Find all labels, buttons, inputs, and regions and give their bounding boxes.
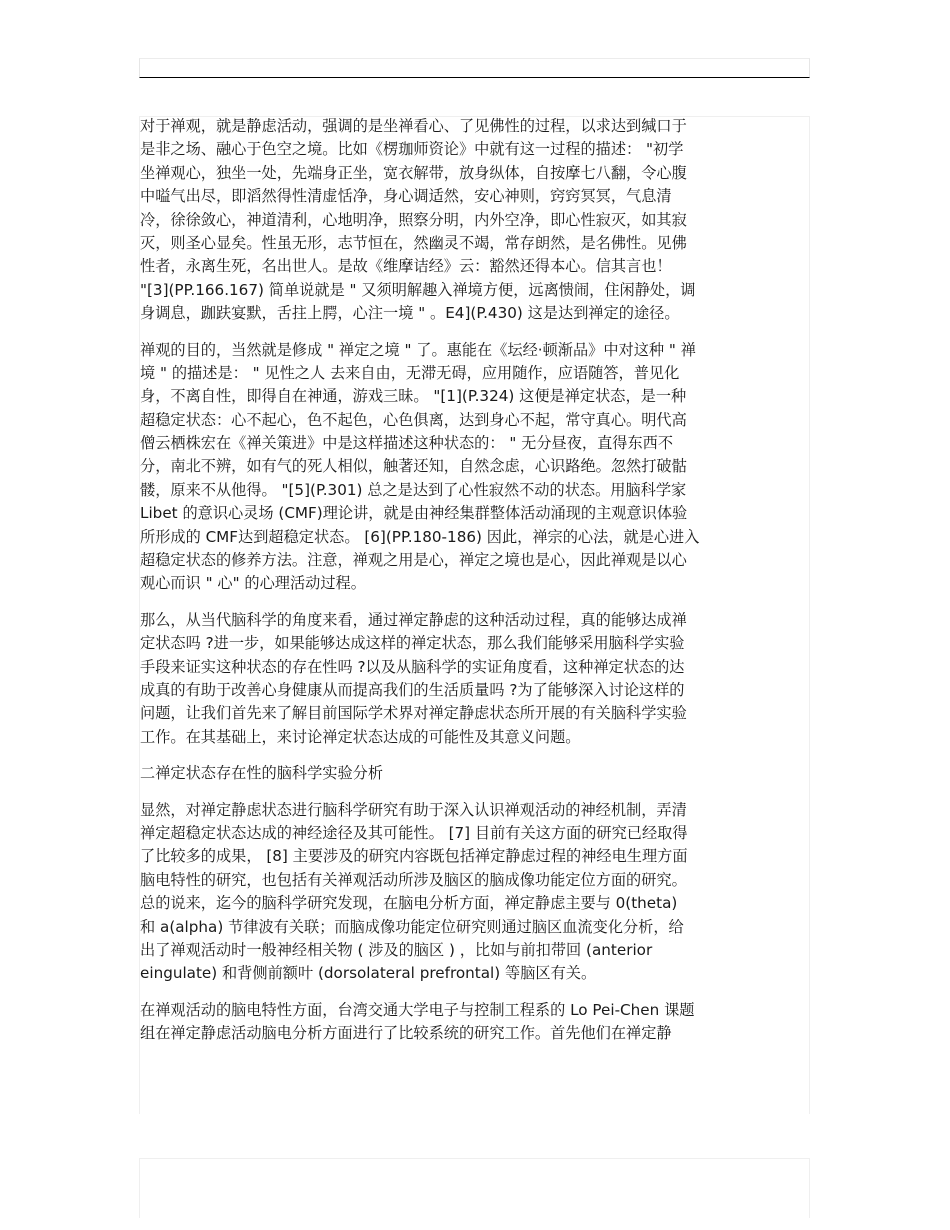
paragraph-gap (140, 786, 810, 799)
text-line: 性者，永离生死，名出世人。是故《维摩诘经》云：豁然还得本心。信其言也！ (140, 257, 672, 276)
text-line: 身调息，跏趺宴默，舌拄上腭，心注一境 " 。E4](P.430) 这是达到禅定的途径。 (140, 304, 680, 323)
text-line: 禅观的目的，当然就是修成 " 禅定之境 " 了。惠能在《坛经·顿渐品》中对这种 " 禅 (140, 340, 696, 359)
paragraph (140, 339, 810, 596)
text-line: 超稳定状态的修养方法。注意，禅观之用是心，禅定之境也是心，因此禅观是以心 (140, 551, 687, 570)
text-line: 超稳定状态：心不起心，色不起色，心色俱离，达到身心不起，常守真心。明代高 (140, 410, 687, 429)
text-line: 组在禅定静虑活动脑电分析方面进行了比较系统的研究工作。首先他们在禅定静 (140, 1024, 672, 1043)
text-line: "[3](PP.166.167) 简单说就是 " 又须明解趣入禅境方便，远离愦闹，住闲静处，调 (140, 280, 696, 299)
text-line: 观心而识 " 心" 的心理活动过程。 (140, 574, 366, 593)
text-line: 冷，徐徐敛心，神道清利，心地明净，照察分明，内外空净，即心性寂灭，如其寂 (140, 210, 687, 229)
text-line: 那么，从当代脑科学的角度来看，通过禅定静虑的这种活动过程，真的能够达成禅 (140, 610, 687, 629)
text-line: 坐禅观心，独坐一处，先端身正坐，宽衣解带，放身纵体，自按摩七八翻，令心腹 (140, 163, 687, 182)
text-line: 禅定超稳定状态达成的神经途径及其可能性。 [7] 目前有关这方面的研究已经取得 (140, 823, 688, 842)
page-header-rule (139, 58, 810, 78)
paragraph-gap (140, 596, 810, 609)
text-line: 是非之场、融心于色空之境。比如《楞珈师资论》中就有这一过程的描述： "初学 (140, 140, 684, 159)
text-line: 显然，对禅定静虑状态进行脑科学研究有助于深入认识禅观活动的神经机制，弄清 (140, 800, 687, 819)
paragraph-gap (140, 749, 810, 762)
text-line: 定状态吗 ?进一步，如果能够达成这样的禅定状态，那么我们能够采用脑科学实验 (140, 634, 685, 653)
text-line: 灭，则圣心显矣。性虽无形，志节恒在，然幽灵不竭，常存朗然，是名佛性。见佛 (140, 233, 687, 252)
section-heading-text: 二禅定状态存在性的脑科学实验分析 (140, 764, 383, 783)
text-line: 手段来证实这种状态的存在性吗 ?以及从脑科学的实证角度看，这种禅定状态的达 (140, 657, 685, 676)
page-footer-frame (139, 1158, 810, 1218)
section-heading (140, 762, 810, 785)
paragraph (140, 115, 810, 326)
text-line: 所形成的 CMF达到超稳定状态。 [6](PP.180-186) 因此，禅宗的心法，就是心进入 (140, 527, 700, 546)
text-line: 了比较多的成果， [8] 主要涉及的研究内容既包括禅定静虑过程的神经电生理方面 (140, 847, 688, 866)
text-line: 分，南北不辨，如有气的死人相似，触著还知，自然念虑，心识路绝。忽然打破骷 (140, 457, 687, 476)
document-content (140, 115, 810, 1045)
text-line: Libet 的意识心灵场 (CMF)理论讲，就是由神经集群整体活动涌现的主观意识体验 (140, 504, 688, 523)
paragraph-gap (140, 986, 810, 999)
text-line: 身，不离自性，即得自在神通，游戏三昧。 "[1](P.324) 这便是禅定状态，是一种 (140, 387, 687, 406)
text-line: 总的说来，迄今的脑科学研究发现，在脑电分析方面，禅定静虑主要与 0(theta) (140, 894, 678, 913)
text-line: 问题，让我们首先来了解目前国际学术界对禅定静虑状态所开展的有关脑科学实验 (140, 704, 687, 723)
text-line: 出了禅观活动时一般神经相关物 ( 涉及的脑区 ) ，比如与前扣带回 (anterior (140, 940, 653, 959)
text-line: 和 a(alpha) 节律波有关联；而脑成像功能定位研究则通过脑区血流变化分析，给 (140, 917, 684, 936)
text-line: 中嗌气出尽，即滔然得性清虚恬净，身心调适然，安心神则，窍窍冥冥，气息清 (140, 187, 672, 206)
paragraph (140, 999, 810, 1046)
paragraph (140, 609, 810, 749)
paragraph-gap (140, 326, 810, 339)
paragraph (140, 799, 810, 986)
text-line: 境 " 的描述是： " 见性之人 去来自由，无滞无碍，应用随作，应语随答，普见化 (140, 363, 680, 382)
text-line: 工作。在其基础上，来讨论禅定状态达成的可能性及其意义问题。 (140, 727, 581, 746)
text-line: eingulate) 和背侧前额叶 (dorsolateral prefrontal) 等脑区有关。 (140, 964, 597, 983)
text-line: 成真的有助于改善心身健康从而提高我们的生活质量吗 ?为了能够深入讨论这样的 (140, 680, 685, 699)
text-line: 脑电特性的研究，也包括有关禅观活动所涉及脑区的脑成像功能定位方面的研究。 (140, 870, 687, 889)
text-line: 对于禅观，就是静虑活动，强调的是坐禅看心、了见佛性的过程，以求达到缄口于 (140, 117, 687, 135)
text-line: 在禅观活动的脑电特性方面，台湾交通大学电子与控制工程系的 Lo Pei-Chen 课题 (140, 1000, 695, 1019)
text-line: 髅，原来不从他得。 "[5](P.301) 总之是达到了心性寂然不动的状态。用脑科学家 (140, 480, 687, 499)
text-line: 僧云栖株宏在《禅关策进》中是这样描述这种状态的： " 无分昼夜，直得东西不 (140, 434, 674, 453)
